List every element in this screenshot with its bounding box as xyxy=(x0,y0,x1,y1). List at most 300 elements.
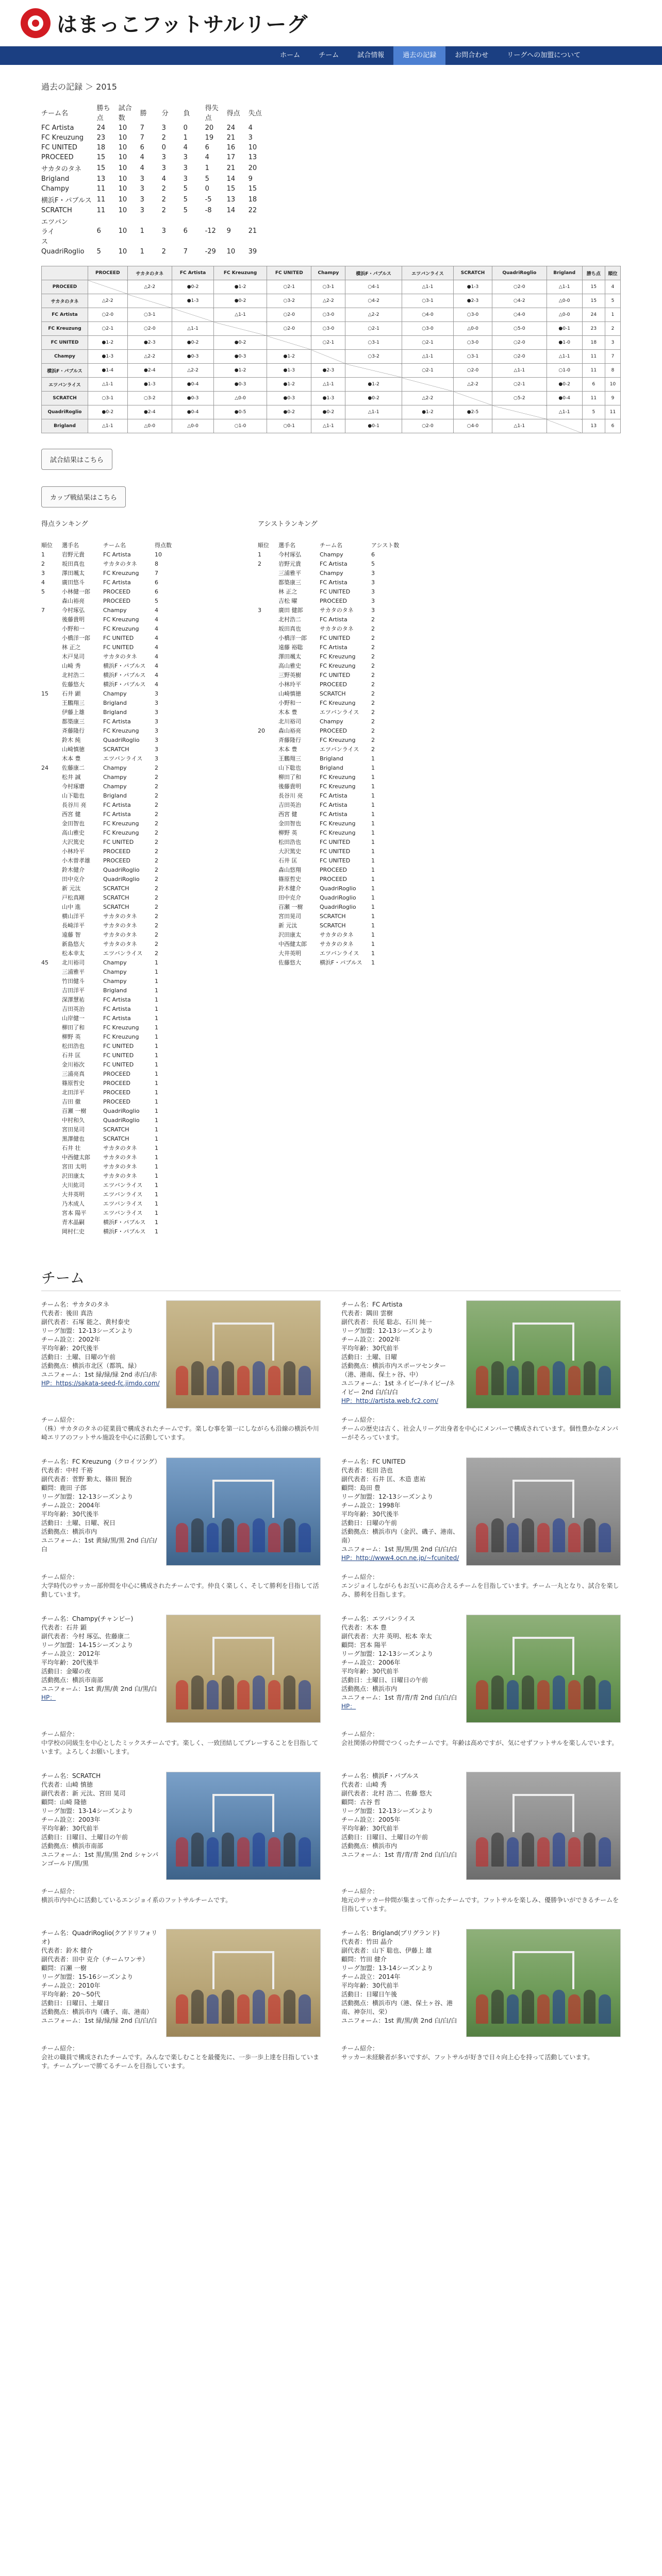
ranking-row xyxy=(258,615,402,624)
ranking-cell: Champy xyxy=(320,718,343,725)
ranking-cell: サカタのタネ xyxy=(320,625,354,632)
member-figure xyxy=(268,1523,280,1552)
matrix-result-cell: ●2-4 xyxy=(127,405,172,419)
ranking-cell: 北川裕司 xyxy=(278,718,301,725)
ranking-cell: 金田智也 xyxy=(278,820,301,827)
matrix-points-cell: 13 xyxy=(582,419,605,433)
ranking-cell: FC Artista xyxy=(103,579,131,586)
ranking-row xyxy=(41,670,175,680)
ranking-header-row xyxy=(41,540,175,550)
ranking-cell xyxy=(258,893,278,902)
ranking-row xyxy=(41,763,175,772)
team-info-line: 代表者：竹田 晶介 xyxy=(341,1938,393,1945)
ranking-cell: PROCEED xyxy=(103,588,130,595)
ranking-cell: 2 xyxy=(371,699,375,706)
team-info-line: 顧問：百瀬 一樹 xyxy=(41,1964,87,1972)
matrix-result-cell: △2-2 xyxy=(127,350,172,364)
ranking-cell xyxy=(258,819,278,828)
team-homepage-link[interactable]: HP：http://artista.web.fc2.com/ xyxy=(341,1397,439,1404)
member-figure xyxy=(284,1833,296,1867)
ranking-row xyxy=(258,763,402,772)
team-info-line: 活動拠点：横浜市内 xyxy=(41,1528,97,1535)
ranking-cell: 王鵬翔三 xyxy=(278,755,301,762)
ranking-cell xyxy=(258,578,278,587)
team-info-line: ユニフォーム：1st 黒/黒/黒 2nd 白/白/白 xyxy=(341,1546,457,1553)
matrix-result-cell: ●0-1 xyxy=(547,322,582,336)
ranking-cell: 小野和一 xyxy=(62,625,85,632)
ranking-cell: 横浜F・パブルス xyxy=(103,1219,146,1226)
ranking-row xyxy=(41,1115,175,1125)
ranking-row xyxy=(41,624,175,633)
ranking-row xyxy=(41,642,175,652)
ranking-cell xyxy=(258,754,278,763)
ranking-cell xyxy=(41,1217,62,1227)
matrix-result-cell: ○2-1 xyxy=(267,280,311,294)
ranking-cell: FC UNITED xyxy=(103,838,134,845)
ranking-cell: Champy xyxy=(320,551,343,558)
nav-item-0[interactable]: ホーム xyxy=(280,52,301,59)
standings-cell: 3 xyxy=(140,207,144,214)
standings-cell: 7 xyxy=(140,124,144,132)
matrix-result-cell: ●1-2 xyxy=(214,280,267,294)
ranking-cell: 1 xyxy=(371,820,375,827)
matrix-result-cell: ○3-0 xyxy=(402,322,453,336)
ranking-cell: 今村琢弘 xyxy=(278,551,301,558)
ranking-row xyxy=(41,1227,175,1236)
member-figure xyxy=(268,1994,280,2024)
team-homepage-link[interactable]: HP： xyxy=(41,1694,56,1701)
member-figure xyxy=(268,1680,280,1709)
ranking-row xyxy=(41,1162,175,1171)
team-card-top xyxy=(41,1615,321,1723)
ranking-cell xyxy=(258,856,278,865)
standings-cell: 21 xyxy=(226,134,236,142)
ranking-cell: 小林玲平 xyxy=(278,681,301,688)
member-figure xyxy=(568,1994,581,2024)
team-card xyxy=(341,1929,621,2071)
member-figure xyxy=(491,1675,504,1710)
ranking-cell: FC UNITED xyxy=(320,848,351,855)
standings-cell: 23 xyxy=(96,134,106,142)
ranking-cell: 柳田了和 xyxy=(278,774,301,781)
ranking-cell xyxy=(41,837,62,846)
matrix-row xyxy=(42,419,621,433)
standings-cell: 10 xyxy=(118,207,127,214)
ranking-cell: 1 xyxy=(155,1228,158,1235)
team-info-line: ユニフォーム：1st ネイビー/ネイビー/ネイビー 2nd 白/白/白 xyxy=(341,1380,455,1396)
ranking-cell: 北村浩二 xyxy=(278,616,301,623)
team-card xyxy=(41,1615,321,1756)
matrix-result-cell: ○1-0 xyxy=(547,364,582,378)
ranking-cell: 中西健太郎 xyxy=(62,1154,90,1161)
ranking-row xyxy=(41,819,175,828)
ranking-cell: 小橋洋一郎 xyxy=(278,635,307,641)
matrix-rank-cell: 10 xyxy=(605,378,620,392)
ranking-row xyxy=(41,828,175,837)
standings-cell: 7 xyxy=(140,134,144,142)
assist-ranking-table xyxy=(258,540,402,967)
nav-item-2[interactable]: 試合情報 xyxy=(357,52,385,59)
matrix-result-cell: ○2-1 xyxy=(88,322,128,336)
team-info-line: チーム設立：2010年 xyxy=(41,1982,101,1989)
member-figure xyxy=(568,1680,581,1709)
member-figure xyxy=(237,1366,250,1395)
ranking-cell: 林 正之 xyxy=(278,588,297,595)
ranking-cell: 長谷川 亮 xyxy=(278,792,303,799)
ranking-cell: 2 xyxy=(155,783,158,790)
ranking-cell: 後藤貴明 xyxy=(62,616,85,623)
ranking-cell xyxy=(41,865,62,874)
ranking-row xyxy=(258,921,402,930)
standings-cell: 21 xyxy=(248,227,257,235)
standings-cell: 5 xyxy=(205,175,209,183)
team-card xyxy=(41,1772,321,1913)
ranking-row xyxy=(41,1097,175,1106)
standings-cell: 15 xyxy=(96,154,106,161)
team-info-line: チーム設立：2003年 xyxy=(41,1816,101,1823)
team-info-line: 活動日：土曜日、日曜日の午前 xyxy=(341,1676,428,1684)
ranking-row xyxy=(41,744,175,754)
ranking-cell: FC Kreuzung xyxy=(320,736,356,743)
ranking-row xyxy=(41,726,175,735)
ranking-cell: 大井英明 xyxy=(278,950,301,957)
matrix-extra-header: 勝ち点 xyxy=(582,266,605,280)
standings-cell: 11 xyxy=(96,185,106,193)
matrix-team-header: 横浜F・パブルス xyxy=(345,266,402,280)
nav-item-3[interactable]: 過去の記録 xyxy=(393,46,445,65)
ranking-cell: サカタのタネ xyxy=(103,913,137,920)
team-card-top xyxy=(41,1458,321,1566)
matrix-points-cell: 11 xyxy=(582,392,605,405)
ranking-cell: 吉田洋平 xyxy=(62,987,85,994)
standings-cell: 0 xyxy=(161,144,166,151)
matrix-row xyxy=(42,280,621,294)
ranking-row xyxy=(41,1199,175,1208)
ranking-cell: 2 xyxy=(371,727,375,734)
team-members-illustration xyxy=(476,1833,611,1867)
matrix-result-cell: ●1-2 xyxy=(88,336,128,350)
ranking-row xyxy=(258,707,402,717)
standings-row xyxy=(41,133,270,143)
ranking-cell: FC Artista xyxy=(320,616,347,623)
ranking-cell: 2 xyxy=(371,634,375,641)
ranking-cell xyxy=(41,1004,62,1013)
team-info-line: ユニフォーム：1st 緑/緑/緑 2nd 赤/白/赤 xyxy=(41,1371,157,1378)
member-figure xyxy=(491,1833,504,1867)
team-info-line: 平均年齢：20代後半 xyxy=(41,1345,99,1352)
member-figure xyxy=(222,1990,234,2024)
nav-item-1[interactable]: チーム xyxy=(319,52,339,59)
team-info-line: 平均年齢：30代後半 xyxy=(341,1511,399,1518)
team-members-illustration xyxy=(476,1361,611,1396)
member-figure xyxy=(507,1366,519,1395)
ranking-cell: 1 xyxy=(371,885,375,892)
ranking-cell: PROCEED xyxy=(320,727,347,734)
ranking-cell xyxy=(258,902,278,911)
team-info-line: チーム設立：2002年 xyxy=(41,1336,101,1343)
ranking-cell: 1 xyxy=(155,1033,158,1040)
ranking-cell: 鈴木健介 xyxy=(62,867,85,873)
ranking-row xyxy=(258,652,402,661)
ranking-cell: 2 xyxy=(371,653,375,660)
member-figure xyxy=(584,1518,596,1553)
ranking-cell: 1 xyxy=(155,1079,158,1087)
ranking-cell: 3 xyxy=(258,606,261,614)
ranking-cell: 篠原哲史 xyxy=(62,1080,85,1087)
standings-cell: 4 xyxy=(161,175,166,183)
standings-cell: 18 xyxy=(248,196,257,204)
ranking-cell: 1 xyxy=(155,959,158,966)
team-members-illustration xyxy=(476,1675,611,1710)
matrix-team-header: FC Artista xyxy=(172,266,214,280)
ranking-cell xyxy=(258,633,278,642)
ranking-cell: QuadriRoglio xyxy=(103,736,140,743)
ranking-cell: 3 xyxy=(155,718,158,725)
ranking-row xyxy=(258,958,402,967)
ranking-cell xyxy=(41,782,62,791)
standings-row xyxy=(41,174,270,184)
member-figure xyxy=(237,1994,250,2024)
main-nav xyxy=(0,46,662,65)
ranking-cell xyxy=(41,624,62,633)
team-intro: チーム紹介： サッカー未経験者が多いですが、フットサルが好きで日々向上心を持って活動しています。 xyxy=(341,2045,594,2061)
ranking-cell: 都築康三 xyxy=(278,579,301,586)
ranking-cell: エツバンライス xyxy=(103,1191,143,1198)
ranking-cell: 木本 豊 xyxy=(62,755,81,762)
team-photo xyxy=(466,1929,621,2037)
site-logo-text[interactable]: はまっこフットサルリーグ xyxy=(57,13,308,37)
ranking-cell: FC Artista xyxy=(103,810,131,818)
ranking-cell: 1 xyxy=(155,1218,158,1226)
team-info-line: リーグ加盟：12-13シーズンより xyxy=(41,1493,134,1500)
ranking-header-cell: チーム名 xyxy=(320,542,342,549)
ranking-cell xyxy=(258,763,278,772)
ranking-cell: 4 xyxy=(155,653,158,660)
standings-cell: -12 xyxy=(205,227,216,235)
matrix-row-header: SCRATCH xyxy=(42,392,88,405)
matrix-result-cell: ○3-1 xyxy=(454,350,492,364)
team-homepage-link[interactable]: HP：http://www4.ocn.ne.jp/~fcunited/ xyxy=(341,1554,459,1562)
nav-item-5[interactable]: リーグへの加盟について xyxy=(507,52,581,59)
ranking-row xyxy=(258,911,402,921)
standings-cell: 13 xyxy=(96,175,106,183)
ranking-cell: 石井 顕 xyxy=(62,690,81,697)
member-figure xyxy=(222,1833,234,1867)
goal-illustration xyxy=(512,1794,574,1833)
ranking-cell xyxy=(41,948,62,958)
ranking-cell: FC UNITED xyxy=(320,838,351,845)
matrix-points-cell: 6 xyxy=(582,378,605,392)
ranking-cell: 1 xyxy=(371,922,375,929)
team-intro: チーム紹介： 大学時代のサッカー部仲間を中心に構成されたチームです。仲良く楽しく、そして勝利を目指して活動しています。 xyxy=(41,1573,319,1598)
ranking-cell xyxy=(41,1060,62,1069)
standings-cell: -5 xyxy=(205,196,212,204)
matrix-result-cell: ●0-2 xyxy=(267,405,311,419)
ranking-cell: 今村琢弘 xyxy=(62,607,85,614)
team-info xyxy=(41,1615,160,1723)
team-info-line: 代表者：松田 浩也 xyxy=(341,1467,393,1474)
ranking-cell xyxy=(258,846,278,856)
ranking-cell: 1 xyxy=(155,1209,158,1216)
ranking-cell: PROCEED xyxy=(103,1089,130,1096)
team-info-line: 平均年齢：30代前半 xyxy=(341,1668,399,1675)
ranking-row xyxy=(41,652,175,661)
team-card-top xyxy=(41,1300,321,1409)
ranking-cell: SCRATCH xyxy=(103,885,129,892)
ranking-cell xyxy=(41,800,62,809)
matrix-result-cell: ○2-1 xyxy=(402,336,453,350)
matrix-result-cell: ●2-3 xyxy=(127,336,172,350)
ranking-cell xyxy=(258,587,278,596)
team-info-line: 活動拠点：横浜市北区（都筑、緑） xyxy=(41,1362,141,1369)
ranking-cell xyxy=(258,782,278,791)
ranking-cell xyxy=(258,568,278,578)
ranking-row xyxy=(258,717,402,726)
matrix-result-cell: ●2-5 xyxy=(454,405,492,419)
matrix-result-cell: ●0-5 xyxy=(214,405,267,419)
ranking-cell: 2 xyxy=(371,718,375,725)
matrix-result-cell: ○4-0 xyxy=(454,419,492,433)
nav-item-4[interactable]: お問合わせ xyxy=(455,52,489,59)
ranking-row xyxy=(41,1190,175,1199)
ranking-cell: 1 xyxy=(371,792,375,799)
matrix-rank-cell: 7 xyxy=(605,350,620,364)
team-info-line: 活動拠点：横浜市南部 xyxy=(41,1842,104,1850)
ranking-cell: Brigland xyxy=(103,699,127,706)
member-figure xyxy=(537,1994,550,2024)
team-info-line: チーム名：FC Kreuzung（クロイツング） xyxy=(41,1458,161,1465)
team-info-line: 平均年齢：30代前半 xyxy=(341,1982,399,1989)
team-info-line: リーグ加盟：15-16シーズンより xyxy=(41,1973,134,1980)
team-info-line: リーグ加盟：14-15シーズンより xyxy=(41,1641,134,1649)
cup-results-button[interactable]: カップ戦結果はこちら xyxy=(41,486,126,507)
ranking-cell: 遠藤 智 xyxy=(62,931,81,938)
ranking-cell: 1 xyxy=(371,783,375,790)
ranking-cell: 三野英樹 xyxy=(278,672,301,679)
ranking-cell: サカタのタネ xyxy=(103,922,137,929)
ranking-cell: FC Artista xyxy=(320,579,347,586)
member-figure xyxy=(253,1675,265,1710)
standings-cell: 10 xyxy=(118,248,127,256)
ranking-cell xyxy=(258,744,278,754)
matrix-row xyxy=(42,405,621,419)
ranking-cell: 山下聡也 xyxy=(62,792,85,799)
team-info-line: 代表者：石井 顕 xyxy=(41,1624,87,1631)
ranking-row xyxy=(41,976,175,986)
ranking-cell: 長崎洋平 xyxy=(62,922,85,929)
matrix-result-cell: ●2-3 xyxy=(311,364,345,378)
matrix-result-cell: △1-1 xyxy=(172,322,214,336)
ranking-row xyxy=(258,568,402,578)
standings-cell: SCRATCH xyxy=(41,207,72,214)
ranking-cell: 2 xyxy=(155,848,158,855)
goal-illustration xyxy=(212,1323,274,1361)
ranking-cell: 小野和一 xyxy=(278,700,301,706)
ranking-cell: 篠原哲史 xyxy=(278,876,301,883)
standings-header-cell: 得失点 xyxy=(205,105,219,122)
team-info-line: チーム名：SCRATCH xyxy=(41,1772,101,1780)
ranking-cell: 新 元汰 xyxy=(278,922,297,929)
ranking-cell: 後藤貴明 xyxy=(278,783,301,790)
matrix-result-cell: ●0-3 xyxy=(172,392,214,405)
ranking-cell: QuadriRoglio xyxy=(320,885,356,892)
member-figure xyxy=(207,1994,219,2024)
matrix-team-header: FC UNITED xyxy=(267,266,311,280)
standings-cell: 21 xyxy=(226,164,236,172)
ranking-cell: 2 xyxy=(155,950,158,957)
standings-cell: 6 xyxy=(96,227,101,235)
ranking-cell xyxy=(41,967,62,976)
ranking-cell: 都築康三 xyxy=(62,718,85,725)
ranking-cell: 岡村仁史 xyxy=(62,1228,85,1235)
matrix-row xyxy=(42,392,621,405)
ranking-cell: 2 xyxy=(41,560,45,567)
ranking-cell xyxy=(41,874,62,884)
ranking-cell: 2 xyxy=(155,857,158,864)
standings-cell: 4 xyxy=(183,144,188,151)
ranking-cell: QuadriRoglio xyxy=(103,1116,140,1124)
football-logo-icon[interactable] xyxy=(21,8,51,38)
member-figure xyxy=(253,1518,265,1553)
ranking-cell: 松田浩也 xyxy=(278,839,301,845)
matrix-team-header: SCRATCH xyxy=(454,266,492,280)
team-homepage-link[interactable]: HP： xyxy=(341,1703,356,1710)
member-figure xyxy=(537,1366,550,1395)
matrix-row xyxy=(42,308,621,322)
ranking-cell xyxy=(258,735,278,744)
ranking-cell: 三浦雅平 xyxy=(278,570,301,577)
team-info-line: チーム設立：2004年 xyxy=(41,1502,101,1509)
ranking-row xyxy=(258,865,402,874)
match-results-button[interactable]: 試合結果はこちら xyxy=(41,449,112,470)
team-card-top xyxy=(41,1772,321,1880)
member-figure xyxy=(253,1361,265,1396)
standings-cell: 5 xyxy=(183,185,188,193)
ranking-cell: 小林健一郎 xyxy=(62,588,90,595)
matrix-result-cell: △0-0 xyxy=(454,322,492,336)
standings-cell: 6 xyxy=(205,144,209,151)
team-info-line: リーグ加盟：12-13シーズンより xyxy=(341,1493,434,1500)
ranking-cell: FC Kreuzung xyxy=(103,1033,139,1040)
ranking-cell: 伊藤上雄 xyxy=(62,709,85,716)
ranking-cell: エツバンライス xyxy=(320,709,359,716)
ranking-cell: 百瀬 一樹 xyxy=(62,1108,87,1114)
matrix-result-cell: ○1-0 xyxy=(214,419,267,433)
matrix-result-cell: ●1-3 xyxy=(88,350,128,364)
ranking-row xyxy=(41,587,175,596)
ranking-cell: 1 xyxy=(155,1042,158,1049)
standings-cell: 1 xyxy=(205,164,209,172)
member-figure xyxy=(253,1833,265,1867)
matrix-result-cell: ○4-1 xyxy=(345,280,402,294)
matrix-result-cell xyxy=(345,364,402,378)
ranking-row xyxy=(258,939,402,948)
ranking-row xyxy=(41,1023,175,1032)
matrix-row xyxy=(42,350,621,364)
team-homepage-link[interactable]: HP：https://sakata-seed-fc.jimdo.com/ xyxy=(41,1380,160,1387)
ranking-row xyxy=(41,661,175,670)
standings-cell: 6 xyxy=(183,227,188,235)
ranking-row xyxy=(41,967,175,976)
ranking-cell: Champy xyxy=(103,764,127,771)
standings-row xyxy=(41,162,270,174)
ranking-cell: FC Artista xyxy=(320,560,347,567)
ranking-cell xyxy=(258,689,278,698)
ranking-cell: 柳野 英 xyxy=(278,829,297,836)
ranking-cell: 1 xyxy=(155,977,158,985)
ranking-cell: FC Artista xyxy=(320,792,347,799)
matrix-result-cell: ●0-3 xyxy=(267,392,311,405)
